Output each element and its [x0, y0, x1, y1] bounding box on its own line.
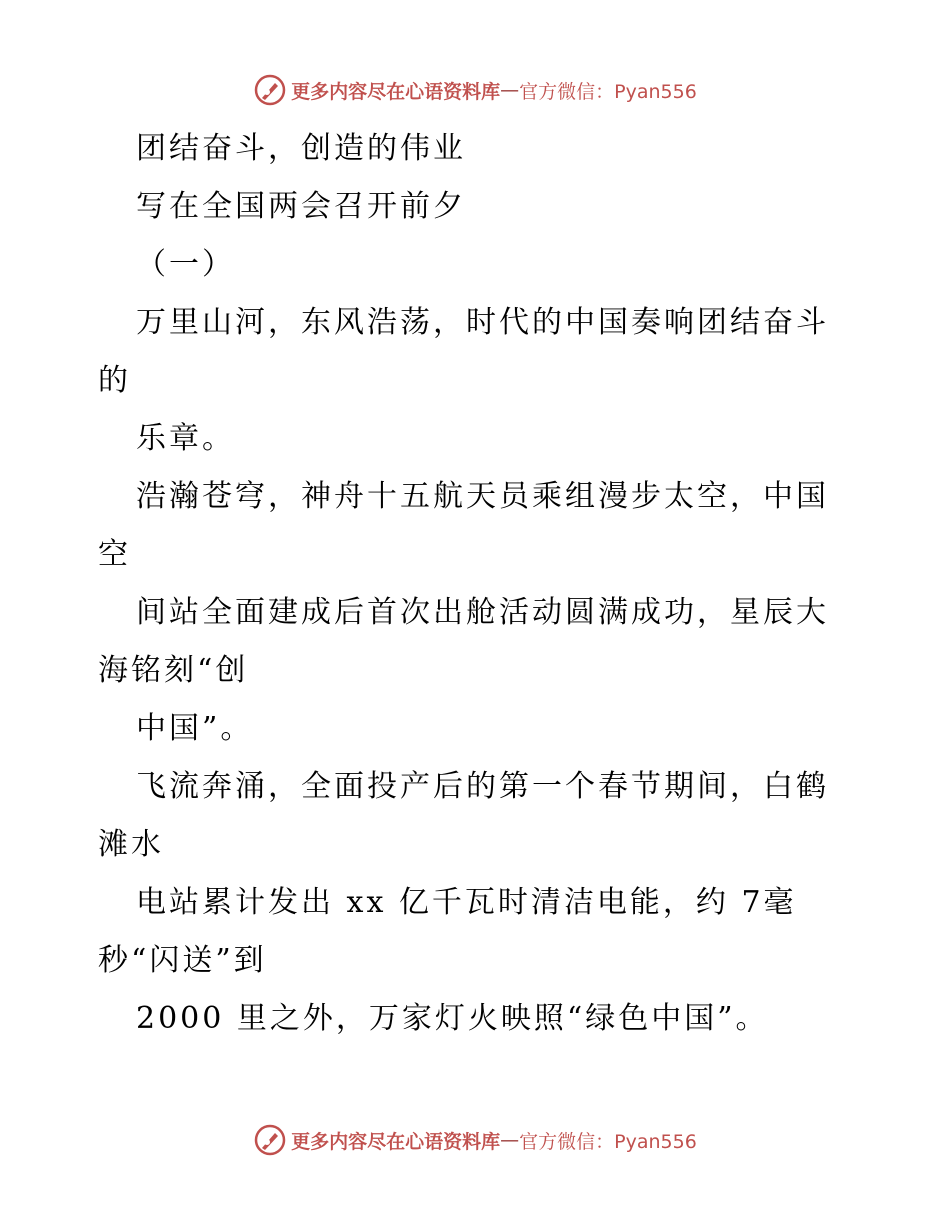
pen-logo-icon — [253, 1123, 287, 1157]
banner-separator: — — [500, 79, 520, 101]
doc-line: （一） — [136, 247, 235, 282]
doc-line: 空 — [98, 537, 131, 572]
doc-line: 万里山河，东风浩荡，时代的中国奏响团结奋斗 — [136, 305, 829, 340]
header-banner — [0, 70, 950, 110]
doc-line: 间站全面建成后首次出舱活动圆满成功，星辰大 — [136, 595, 829, 630]
doc-line: 浩瀚苍穹，神舟十五航天员乘组漫步太空，中国 — [136, 479, 829, 514]
banner-wechat: 官方微信：Pyan556 — [519, 1130, 697, 1153]
banner-wechat: 官方微信：Pyan556 — [519, 80, 697, 103]
doc-line: 2000 里之外，万家灯火映照“绿色中国”。 — [136, 1001, 769, 1036]
doc-line: 滩水 — [98, 827, 164, 862]
doc-line: 乐章。 — [136, 421, 235, 456]
banner-separator: — — [500, 1129, 520, 1151]
footer-banner — [0, 1120, 950, 1160]
doc-line: 写在全国两会召开前夕 — [136, 189, 466, 224]
pen-logo-icon — [253, 73, 287, 107]
doc-line: 秒“闪送”到 — [98, 943, 267, 978]
doc-line: 团结奋斗，创造的伟业 — [136, 131, 466, 166]
doc-line: 飞流奔涌，全面投产后的第一个春节期间，白鹤 — [136, 769, 829, 804]
doc-line: 电站累计发出 xx 亿千瓦时清洁电能，约 7毫 — [136, 885, 797, 920]
banner-site-name: 更多内容尽在心语资料库 — [291, 80, 501, 103]
doc-line: 的 — [98, 363, 131, 398]
doc-line: 海铭刻“创 — [98, 653, 249, 688]
doc-line: 中国”。 — [136, 711, 254, 746]
document-body — [98, 120, 858, 1048]
banner-site-name: 更多内容尽在心语资料库 — [291, 1130, 501, 1153]
